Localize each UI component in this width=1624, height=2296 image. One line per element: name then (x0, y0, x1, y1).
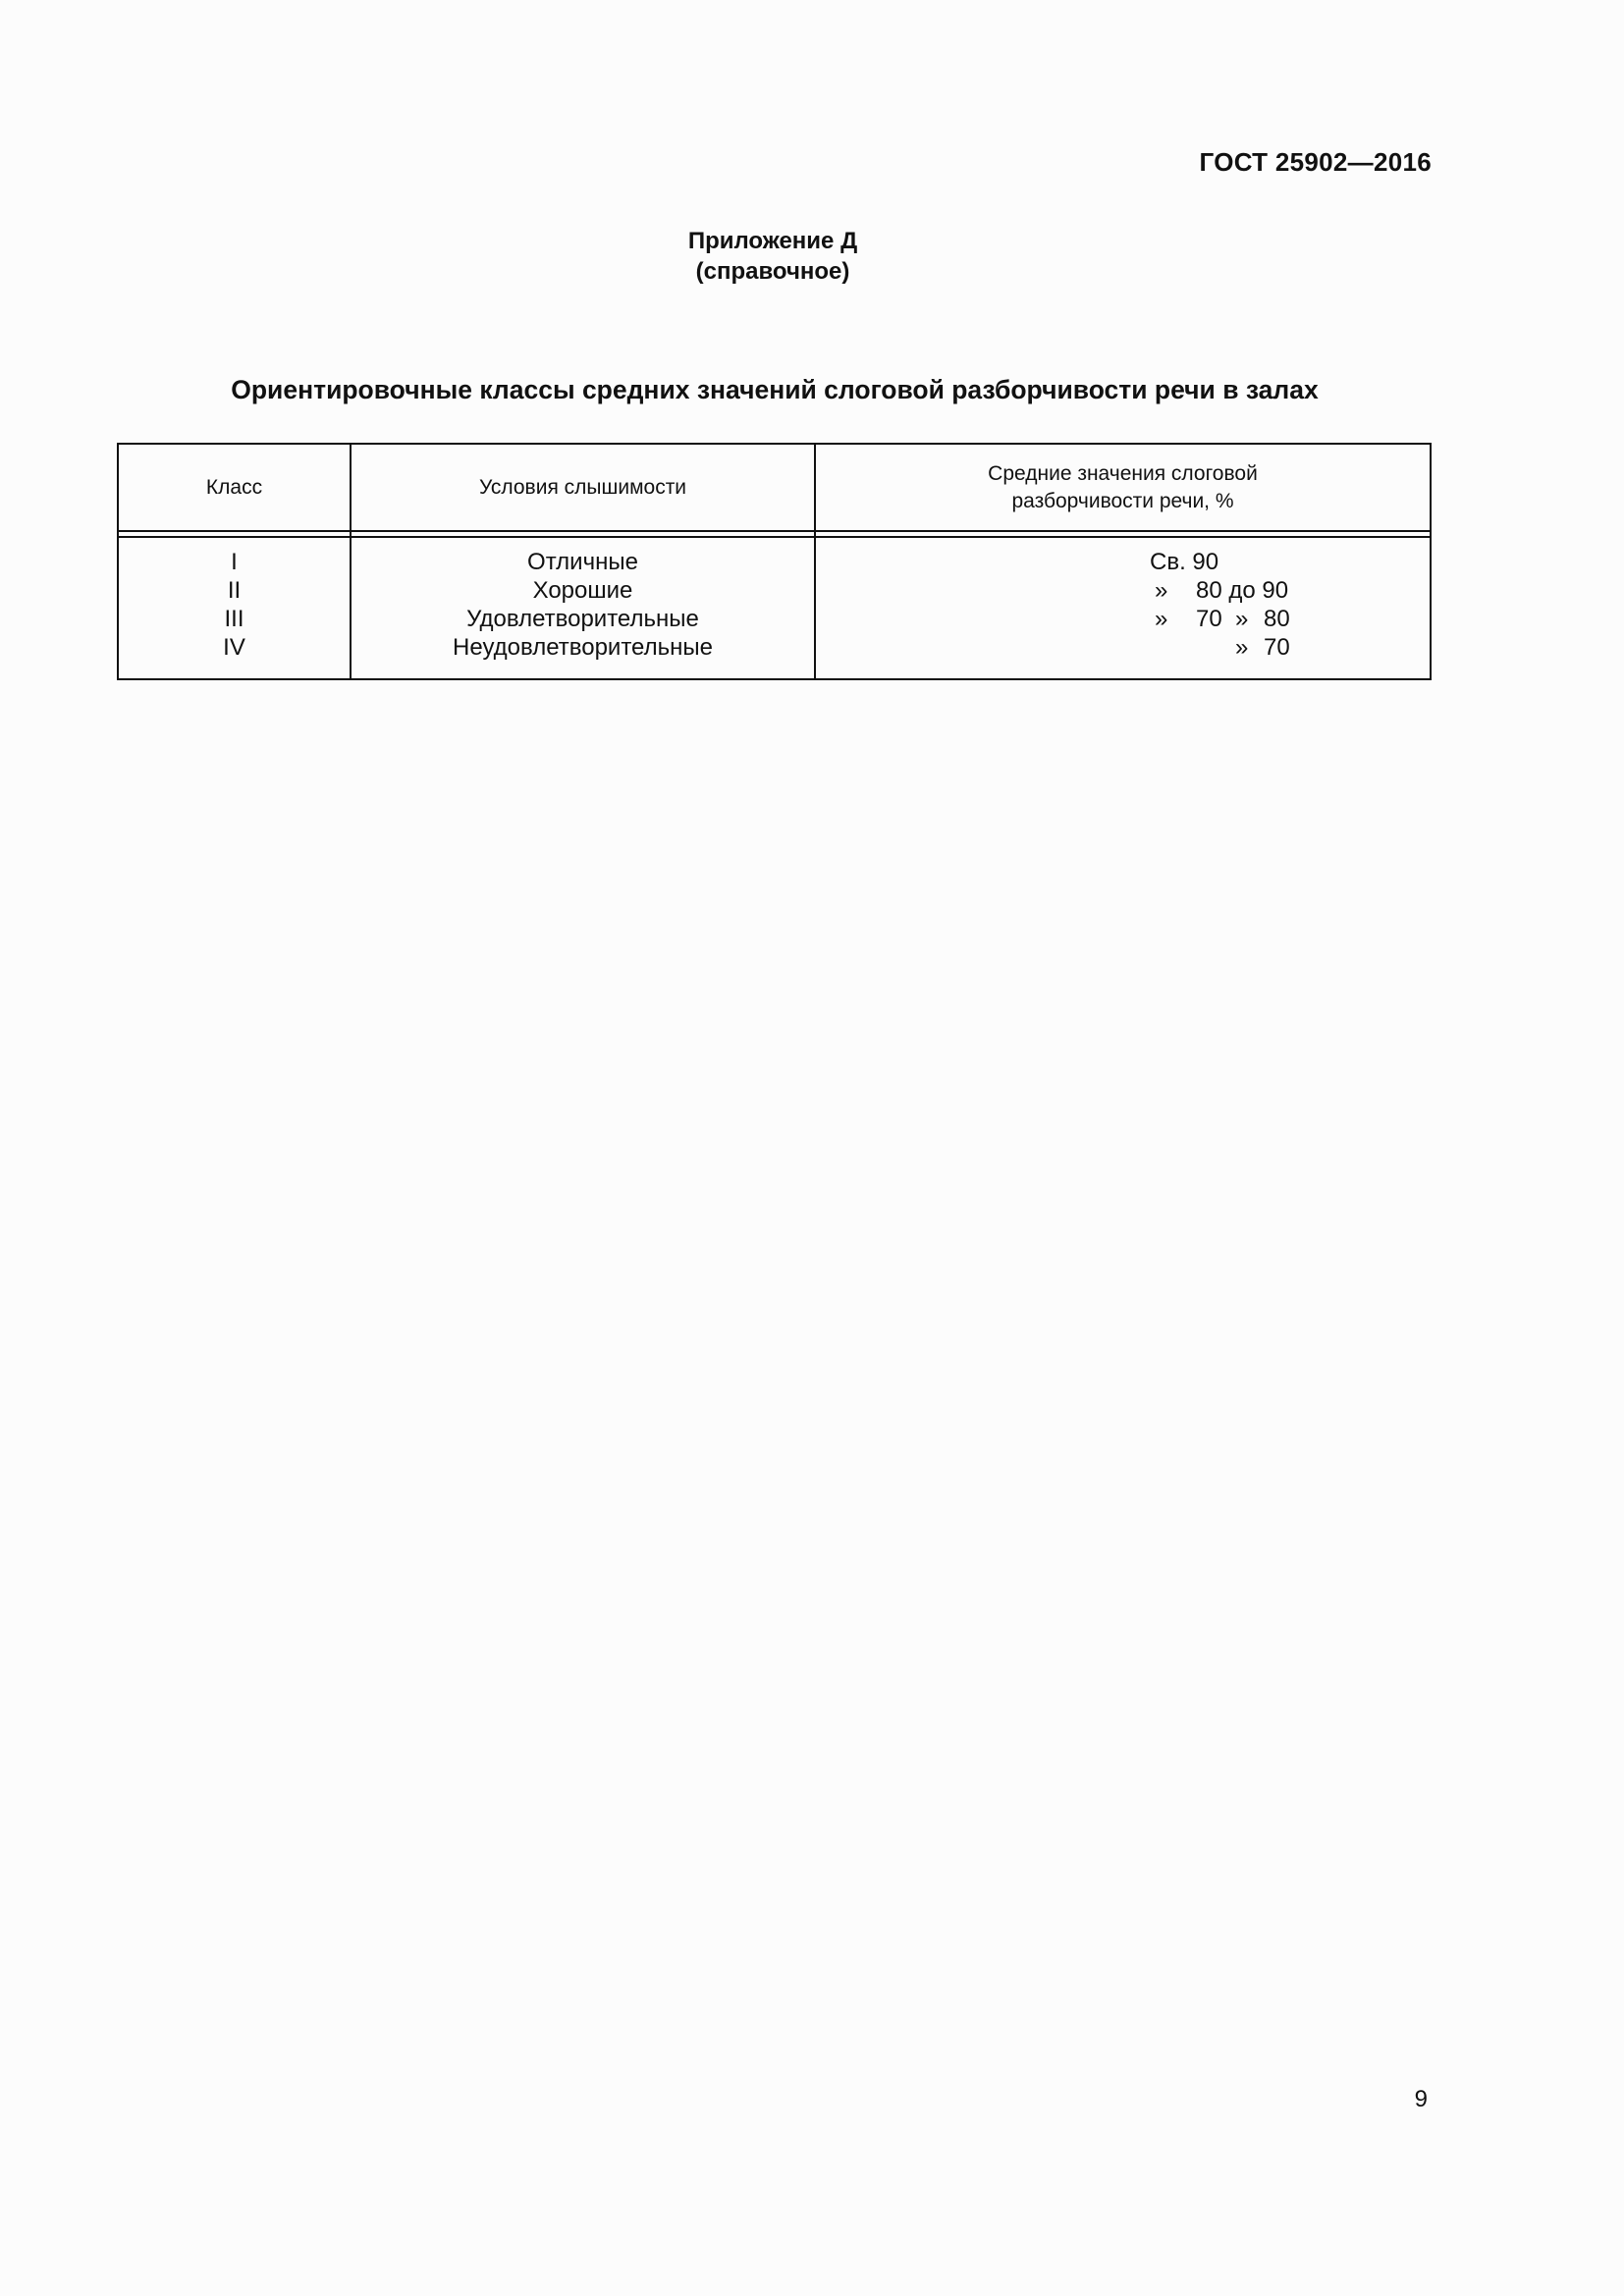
header-values (816, 445, 1430, 530)
table-title: Ориентировочные классы средних значений слоговой разборчивости речи в залах (231, 375, 1319, 404)
condition-cell: Хорошие (532, 577, 633, 604)
value-part: » (1235, 606, 1249, 632)
value-row (816, 576, 1430, 605)
class-cell: III (224, 606, 244, 632)
appendix-title: Приложение Д (687, 228, 858, 254)
appendix-subtitle: (справочное) (695, 258, 850, 285)
page-number: 9 (1414, 2086, 1428, 2112)
header-divider (119, 536, 1430, 538)
header-class: Класс (205, 475, 263, 499)
condition-cell: Неудовлетворительные (453, 634, 713, 661)
value-row (816, 605, 1430, 633)
condition-cell: Удовлетворительные (466, 606, 699, 632)
value-row (816, 548, 1430, 576)
standard-code: ГОСТ 25902—2016 (1199, 147, 1432, 177)
header-conditions: Условия слышимости (478, 475, 687, 499)
value-part: 80 (1264, 606, 1290, 632)
value-part: 70 (1264, 634, 1290, 661)
value-part: » (1155, 606, 1168, 632)
data-table (117, 443, 1432, 680)
conditions-column (352, 548, 814, 662)
value-part: 80 до 90 (1196, 577, 1289, 604)
value-part: » (1155, 577, 1168, 604)
header-values-line2: разборчивости речи, % (1011, 489, 1234, 512)
class-cell: II (227, 577, 242, 604)
value-part: » (1235, 634, 1249, 661)
class-cell: I (231, 549, 238, 575)
value-part: 70 (1196, 606, 1222, 632)
value-row (816, 633, 1430, 662)
header-values-line1: Средние значения слоговой (988, 461, 1258, 485)
value-part: Св. 90 (1150, 549, 1219, 575)
class-cell: IV (223, 634, 245, 661)
class-column (119, 548, 350, 662)
appendix-heading (0, 226, 1545, 287)
header-divider (119, 530, 1430, 532)
values-column (816, 548, 1430, 662)
condition-cell: Отличные (527, 549, 638, 575)
